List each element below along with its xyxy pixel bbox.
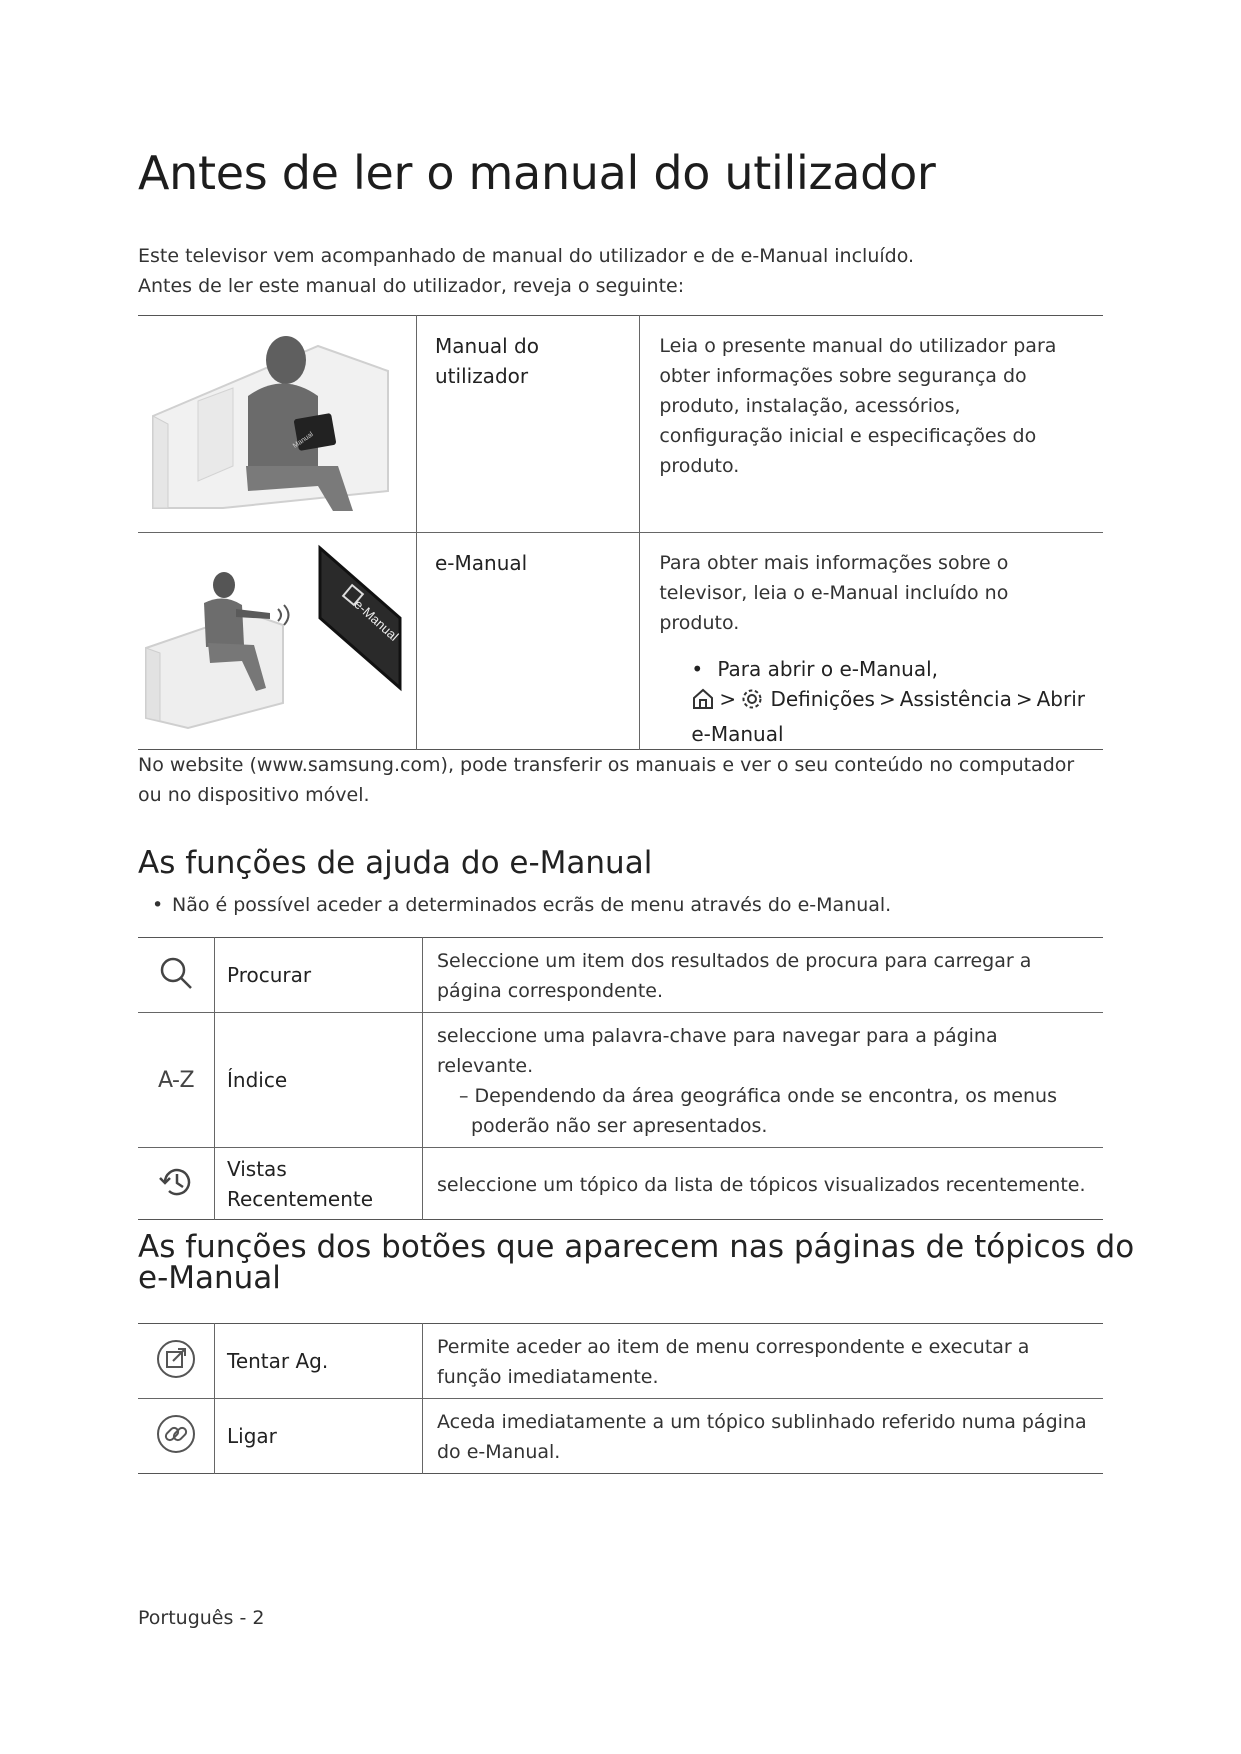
menu-path-definicoes: Definições	[770, 687, 875, 711]
menu-path-separator: >	[719, 687, 737, 711]
emanual-description: Para obter mais informações sobre o televisor, leia o e-Manual incluído no produto.	[659, 552, 1009, 634]
manual-illustration-cell	[138, 316, 417, 533]
button-icon-cell	[138, 1399, 215, 1474]
emanual-description-cell	[640, 533, 1103, 750]
home-icon	[691, 687, 715, 719]
button-functions-table	[138, 1323, 1103, 1474]
manual-row-emanual	[138, 533, 1103, 750]
help-desc-indice-sub: – Dependendo da área geográfica onde se encontra, os menus poderão não ser apresentados.	[459, 1085, 1057, 1137]
emanual-illustration-cell	[138, 533, 417, 750]
button-desc-ligar: Aceda imediatamente a um tópico sublinhado referido numa página do e-Manual.	[423, 1399, 1104, 1474]
menu-path-emanual: e-Manual	[691, 722, 784, 746]
link-icon	[155, 1413, 197, 1455]
buttons-section-title	[138, 1229, 1135, 1296]
intro-line-2: Antes de ler este manual do utilizador, reveja o seguinte:	[138, 275, 685, 297]
help-desc-procurar: Seleccione um item dos resultados de procura para carregar a página correspondente.	[423, 938, 1104, 1013]
emanual-bullet: • Para abrir o e-Manual,	[691, 657, 939, 681]
button-label-tentar: Tentar Ag.	[215, 1324, 423, 1399]
help-icon-cell	[138, 1013, 215, 1148]
help-icon-cell	[138, 938, 215, 1013]
search-icon	[158, 955, 194, 991]
a-z-index-icon: A-Z	[157, 1067, 195, 1093]
button-icon-cell	[138, 1324, 215, 1399]
help-label-recentes-line-2: Recentemente	[227, 1186, 374, 1211]
button-row-try-now	[138, 1324, 1103, 1399]
buttons-section-title-line-1: As funções dos botões que aparecem nas páginas de tópicos do	[138, 1229, 1135, 1265]
help-section-title: As funções de ajuda do e-Manual	[138, 845, 653, 881]
help-section-note: • Não é possível aceder a determinados ecrãs de menu através do e-Manual.	[152, 894, 892, 916]
button-desc-tentar: Permite aceder ao item de menu correspondente e executar a função imediatamente.	[423, 1324, 1104, 1399]
button-label-ligar: Ligar	[215, 1399, 423, 1474]
history-icon	[157, 1163, 195, 1201]
svg-text:Manual: Manual	[291, 431, 315, 450]
help-label-indice: Índice	[215, 1013, 423, 1148]
emanual-menu-path	[691, 684, 1085, 719]
help-row-recent	[138, 1148, 1103, 1220]
help-icon-cell	[138, 1148, 215, 1220]
button-row-link	[138, 1399, 1103, 1474]
settings-icon	[740, 687, 764, 719]
page-title: Antes de ler o manual do utilizador	[138, 146, 936, 200]
menu-path-assistencia: Assistência	[899, 687, 1012, 711]
emanual-bullet-text: Para abrir o e-Manual,	[717, 657, 939, 681]
website-note: No website (www.samsung.com), pode transferir os manuais e ver o seu conteúdo no computador ou no dispositivo móvel.	[138, 754, 1075, 806]
page-footer: Português - 2	[138, 1607, 265, 1629]
tv-screen-label: e-Manual	[351, 596, 402, 644]
help-label-recentes-line-1: Vistas	[227, 1156, 287, 1181]
manual-name-line-2: utilizador	[435, 364, 529, 388]
intro	[138, 241, 914, 301]
help-label-recentes	[215, 1148, 423, 1220]
buttons-section-title-line-2: e-Manual	[138, 1260, 281, 1296]
intro-line-1: Este televisor vem acompanhado de manual do utilizador e de e-Manual incluído.	[138, 245, 915, 267]
menu-path-separator: >	[1015, 687, 1033, 711]
manual-row-user	[138, 316, 1103, 533]
manuals-table	[138, 315, 1103, 750]
manual-description: Leia o presente manual do utilizador para obter informações sobre segurança do produto, instalação, acessórios, configuração inicial e especificações do produto.	[640, 316, 1103, 533]
help-functions-table	[138, 937, 1103, 1220]
person-with-remote-tv-illustration	[138, 533, 416, 743]
try-now-icon	[155, 1338, 197, 1380]
person-reading-manual-illustration	[138, 316, 416, 528]
manual-name	[417, 316, 640, 533]
help-desc-indice-cell	[423, 1013, 1104, 1148]
help-row-index	[138, 1013, 1103, 1148]
emanual-name: e-Manual	[417, 533, 640, 750]
manual-name-line-1: Manual do	[435, 334, 539, 358]
help-row-search	[138, 938, 1103, 1013]
help-desc-recentes: seleccione um tópico da lista de tópicos visualizados recentemente.	[423, 1148, 1104, 1220]
menu-path-separator: >	[878, 687, 896, 711]
help-desc-indice: seleccione uma palavra-chave para navegar para a página relevante.	[437, 1025, 998, 1077]
help-section-note-text: Não é possível aceder a determinados ecrãs de menu através do e-Manual.	[172, 894, 892, 916]
help-label-procurar: Procurar	[215, 938, 423, 1013]
menu-path-abrir: Abrir	[1036, 687, 1085, 711]
